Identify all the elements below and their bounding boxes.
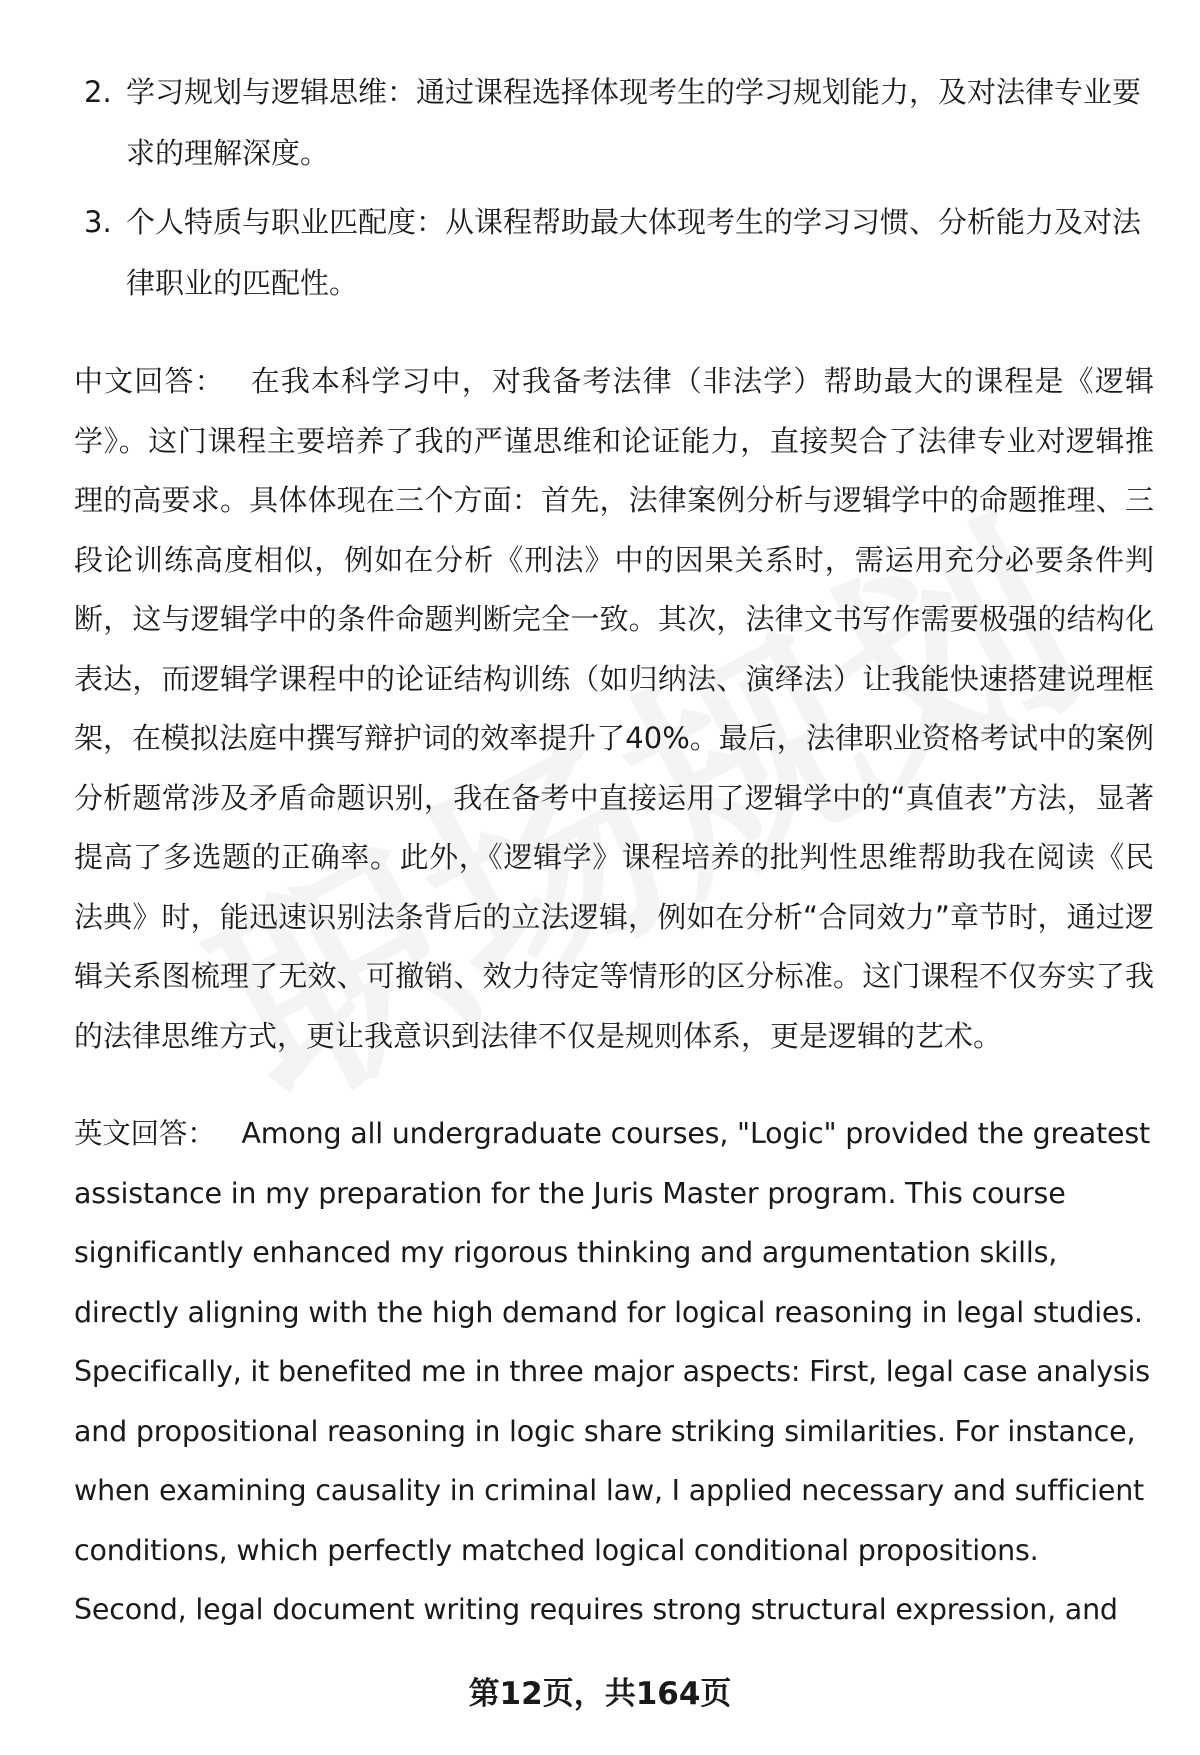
list-item-text: 个人特质与职业匹配度：从课程帮助最大体现考生的学习习惯、分析能力及对法律职业的匹配性。: [126, 205, 1142, 300]
list-item-number: 3.: [84, 205, 112, 239]
criteria-list: [74, 62, 1154, 314]
list-item: [74, 62, 1154, 184]
page-number-footer: 第12页，共164页: [468, 1676, 732, 1712]
chinese-answer-paragraph: [74, 352, 1154, 1066]
list-item-number: 2.: [84, 75, 112, 109]
english-answer-text: Among all undergraduate courses, "Logic" provided the greatest assistance in my preparation for the Juris Master program. This course significantly enhanced my rigorous thinking and argumentation skills, directly aligning with the high demand for logical reasoning in legal studies. Specifically, it benefited me in three major aspects: First, legal case analysis and propositional reasoning in logic share striking similarities. For instance, when examining causality in criminal law, I applied necessary and sufficient conditions, which perfectly matched logical conditional propositions. Second, legal document writing requires strong structural expression, and: [74, 1117, 1150, 1626]
english-answer-paragraph: [74, 1104, 1154, 1640]
chinese-answer-label: 中文回答：: [74, 364, 225, 398]
english-answer-label: 英文回答：: [74, 1117, 216, 1150]
chinese-answer-text: 在我本科学习中，对我备考法律（非法学）帮助最大的课程是《逻辑学》。这门课程主要培养了我的严谨思维和论证能力，直接契合了法律专业对逻辑推理的高要求。具体体现在三个方面：首先，法律案例分析与逻辑学中的命题推理、三段论训练高度相似，例如在分析《刑法》中的因果关系时，需运用充分必要条件判断，这与逻辑学中的条件命题判断完全一致。其次，法律文书写作需要极强的结构化表达，而逻辑学课程中的论证结构训练（如归纳法、演绎法）让我能快速搭建说理框架，在模拟法庭中撰写辩护词的效率提升了40%。最后，法律职业资格考试中的案例分析题常涉及矛盾命题识别，我在备考中直接运用了逻辑学中的“真值表”方法，显著提高了多选题的正确率。此外，《逻辑学》课程培养的批判性思维帮助我在阅读《民法典》时，能迅速识别法条背后的立法逻辑，例如在分析“合同效力”章节时，通过逻辑关系图梳理了无效、可撤销、效力待定等情形的区分标准。这门课程不仅夯实了我的法律思维方式，更让我意识到法律不仅是规则体系，更是逻辑的艺术。: [74, 364, 1154, 1053]
list-item-text: 学习规划与逻辑思维：通过课程选择体现考生的学习规划能力，及对法律专业要求的理解深度。: [126, 75, 1142, 170]
page-content: [74, 62, 1154, 1668]
list-item: [74, 192, 1154, 314]
